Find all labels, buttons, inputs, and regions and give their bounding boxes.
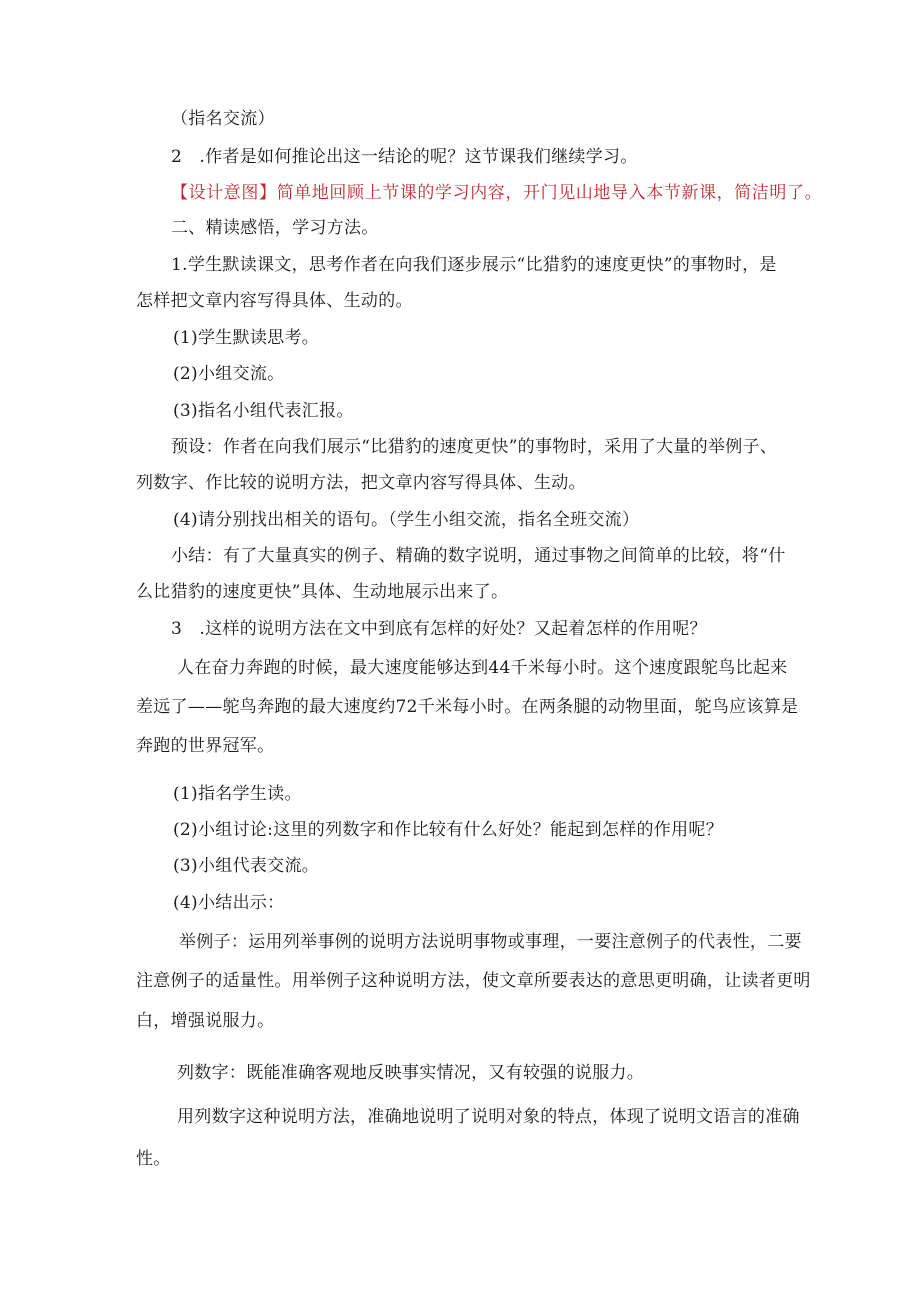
list-item: (4)请分别找出相关的语句。（学生小组交流，指名全班交流） — [173, 510, 640, 530]
paragraph-line: 预设：作者在向我们展示“比猎豹的速度更快”的事物时，采用了大量的举例子、 — [171, 437, 778, 457]
quote-line: 奔跑的世界冠军。 — [136, 736, 275, 756]
list-item: (3)小组代表交流。 — [173, 856, 320, 876]
paragraph-line: （指名交流） — [171, 109, 275, 129]
design-intent-label: 【设计意图】 — [171, 183, 277, 203]
quote-line: 人在奋力奔跑的时候，最大速度能够达到44千米每小时。这个速度跟鸵鸟比起来 — [177, 658, 788, 678]
paragraph-line: 怎样把文章内容写得具体、生动的。 — [136, 291, 413, 311]
quote-line: 差远了——鸵鸟奔跑的最大速度约72千米每小时。在两条腿的动物里面，鸵鸟应该算是 — [136, 697, 799, 717]
paragraph-line: 小结：有了大量真实的例子、精确的数字说明，通过事物之间简单的比较，将“什 — [171, 546, 786, 566]
paragraph-line: 么比猎豹的速度更快”具体、生动地展示出来了。 — [136, 582, 509, 602]
paragraph-line: 列数字：既能准确客观地反映事实情况，又有较强的说服力。 — [177, 1063, 645, 1083]
list-item: (3)指名小组代表汇报。 — [173, 401, 354, 421]
list-item: (1)指名学生读。 — [173, 784, 302, 804]
list-item: (2)小组交流。 — [173, 364, 285, 384]
paragraph-line: 列数字、作比较的说明方法，把文章内容写得具体、生动。 — [136, 473, 586, 493]
paragraph-line: 白，增强说服力。 — [136, 1011, 275, 1031]
design-intent-text: 简单地回顾上节课的学习内容，开门见山地导入本节新课，简洁明了。 — [276, 183, 823, 203]
paragraph-line: 3 .这样的说明方法在文中到底有怎样的好处？又起着怎样的作用呢？ — [171, 619, 707, 639]
section-heading: 二、精读感悟，学习方法。 — [171, 218, 379, 238]
paragraph-line: 注意例子的适量性。用举例子这种说明方法，使文章所要表达的意思更明确，让读者更明 — [136, 971, 811, 991]
list-item: (4)小结出示： — [173, 893, 285, 913]
paragraph-line: 1.学生默读课文，思考作者在向我们逐步展示“比猎豹的速度更快”的事物时，是 — [171, 255, 777, 275]
list-item: (2)小组讨论:这里的列数字和作比较有什么好处？能起到怎样的作用呢？ — [173, 820, 724, 840]
paragraph-line: 举例子：运用列举事例的说明方法说明事物或事理，一要注意例子的代表性，二要 — [179, 932, 802, 952]
list-item: (1)学生默读思考。 — [173, 328, 320, 348]
paragraph-line: 2 .作者是如何推论出这一结论的呢？这节课我们继续学习。 — [171, 147, 638, 167]
paragraph-line: 性。 — [136, 1149, 171, 1169]
design-intent-note — [171, 182, 822, 204]
paragraph-line: 用列数字这种说明方法，准确地说明了说明对象的特点，体现了说明文语言的准确 — [177, 1107, 800, 1127]
